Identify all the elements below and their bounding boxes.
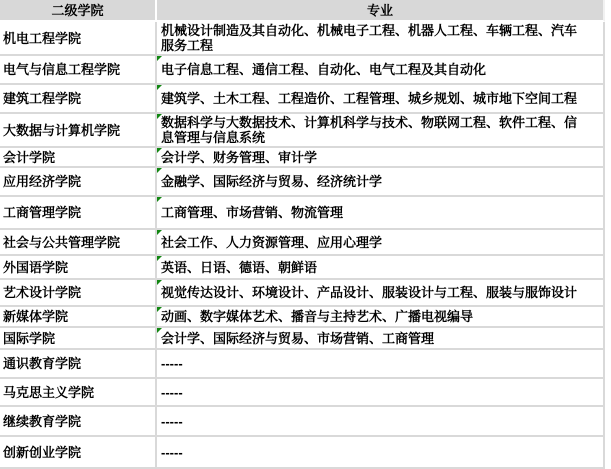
majors-text: ----- [161, 444, 183, 460]
college-name: 艺术设计学院 [3, 285, 82, 300]
college-name: 社会与公共管理学院 [3, 234, 121, 250]
table-row [0, 256, 605, 280]
table-row [0, 148, 605, 168]
majors-text: ----- [161, 356, 183, 371]
table-row [0, 85, 605, 114]
majors-text: 视觉传达设计、环境设计、产品设计、服装设计与工程、服装与服饰设计 [161, 285, 578, 300]
cell-error-indicator-icon [157, 197, 162, 202]
majors-cell[interactable] [157, 256, 605, 280]
table-row [0, 168, 605, 197]
column-header-college[interactable]: 二级学院 [0, 0, 157, 22]
college-name: 机电工程学院 [3, 30, 82, 46]
college-cell[interactable] [0, 230, 157, 256]
majors-text: 电子信息工程、通信工程、自动化、电气工程及其自动化 [161, 62, 487, 77]
cell-error-indicator-icon [157, 328, 162, 333]
table-row [0, 114, 605, 148]
majors-text: 金融学、国际经济与贸易、经济统计学 [161, 174, 383, 189]
college-cell[interactable] [0, 114, 157, 148]
college-cell[interactable] [0, 407, 157, 437]
college-cell[interactable] [0, 379, 157, 407]
college-name: 新媒体学院 [3, 309, 69, 324]
majors-text: 数据科学与大数据技术、计算机科学与技术、物联网工程、软件工程、信息管理与信息系统 [161, 115, 578, 145]
table-row [0, 56, 605, 85]
majors-text: 建筑学、土木工程、工程造价、工程管理、城乡规划、城市地下空间工程 [161, 91, 578, 106]
college-cell[interactable] [0, 148, 157, 168]
majors-text: 机械设计制造及其自动化、机械电子工程、机器人工程、车辆工程、汽车服务工程 [161, 23, 578, 53]
majors-text: 英语、日语、德语、朝鲜语 [161, 259, 318, 275]
college-cell[interactable] [0, 256, 157, 280]
header-row [0, 0, 605, 22]
majors-cell[interactable] [157, 437, 605, 469]
college-cell[interactable] [0, 280, 157, 307]
table-row [0, 407, 605, 437]
majors-text: 会计学、国际经济与贸易、市场营销、工商管理 [161, 330, 435, 346]
majors-cell[interactable] [157, 114, 605, 148]
cell-error-indicator-icon [157, 280, 162, 285]
majors-text: ----- [161, 413, 183, 429]
majors-cell[interactable] [157, 197, 605, 230]
majors-cell[interactable] [157, 56, 605, 85]
cell-error-indicator-icon [157, 85, 162, 90]
table-row [0, 197, 605, 230]
college-cell[interactable] [0, 437, 157, 469]
majors-text: 工商管理、市场营销、物流管理 [161, 205, 344, 220]
majors-cell[interactable] [157, 307, 605, 328]
college-name: 应用经济学院 [3, 174, 82, 189]
cell-error-indicator-icon [157, 148, 162, 153]
majors-cell[interactable] [157, 328, 605, 350]
college-name: 大数据与计算机学院 [3, 122, 121, 138]
college-cell[interactable] [0, 328, 157, 350]
majors-cell[interactable] [157, 22, 605, 56]
cell-error-indicator-icon [157, 114, 162, 119]
college-cell[interactable] [0, 307, 157, 328]
majors-text: 动画、数字媒体艺术、播音与主持艺术、广播电视编导 [161, 309, 474, 324]
majors-cell[interactable] [157, 85, 605, 114]
majors-cell[interactable] [157, 230, 605, 256]
cell-error-indicator-icon [157, 56, 162, 61]
college-name: 创新创业学院 [3, 444, 82, 460]
college-name: 继续教育学院 [3, 413, 82, 429]
table-row [0, 437, 605, 469]
majors-cell[interactable] [157, 379, 605, 407]
college-name: 工商管理学院 [3, 205, 82, 220]
cell-error-indicator-icon [157, 168, 162, 173]
college-name: 外国语学院 [3, 259, 69, 275]
majors-cell[interactable] [157, 350, 605, 379]
table-row [0, 328, 605, 350]
college-name: 会计学院 [3, 149, 56, 165]
table-row [0, 350, 605, 379]
cell-error-indicator-icon [157, 256, 162, 261]
college-name: 建筑工程学院 [3, 91, 82, 106]
majors-text: 会计学、财务管理、审计学 [161, 149, 318, 165]
majors-cell[interactable] [157, 280, 605, 307]
cell-error-indicator-icon [157, 307, 162, 312]
majors-cell[interactable] [157, 168, 605, 197]
table-row [0, 379, 605, 407]
table-row [0, 22, 605, 56]
college-name: 电气与信息工程学院 [3, 62, 121, 77]
college-name: 通识教育学院 [3, 356, 82, 371]
table-row [0, 280, 605, 307]
college-cell[interactable] [0, 168, 157, 197]
college-cell[interactable] [0, 22, 157, 56]
college-name: 国际学院 [3, 330, 56, 346]
college-cell[interactable] [0, 197, 157, 230]
table-row [0, 307, 605, 328]
majors-text: 社会工作、人力资源管理、应用心理学 [161, 234, 383, 250]
college-cell[interactable] [0, 56, 157, 85]
table-row [0, 230, 605, 256]
majors-text: ----- [161, 384, 183, 400]
majors-cell[interactable] [157, 407, 605, 437]
cell-error-indicator-icon [157, 230, 162, 235]
college-name: 马克思主义学院 [3, 384, 95, 400]
college-cell[interactable] [0, 350, 157, 379]
column-header-majors[interactable]: 专业 [157, 0, 605, 22]
college-cell[interactable] [0, 85, 157, 114]
majors-cell[interactable] [157, 148, 605, 168]
